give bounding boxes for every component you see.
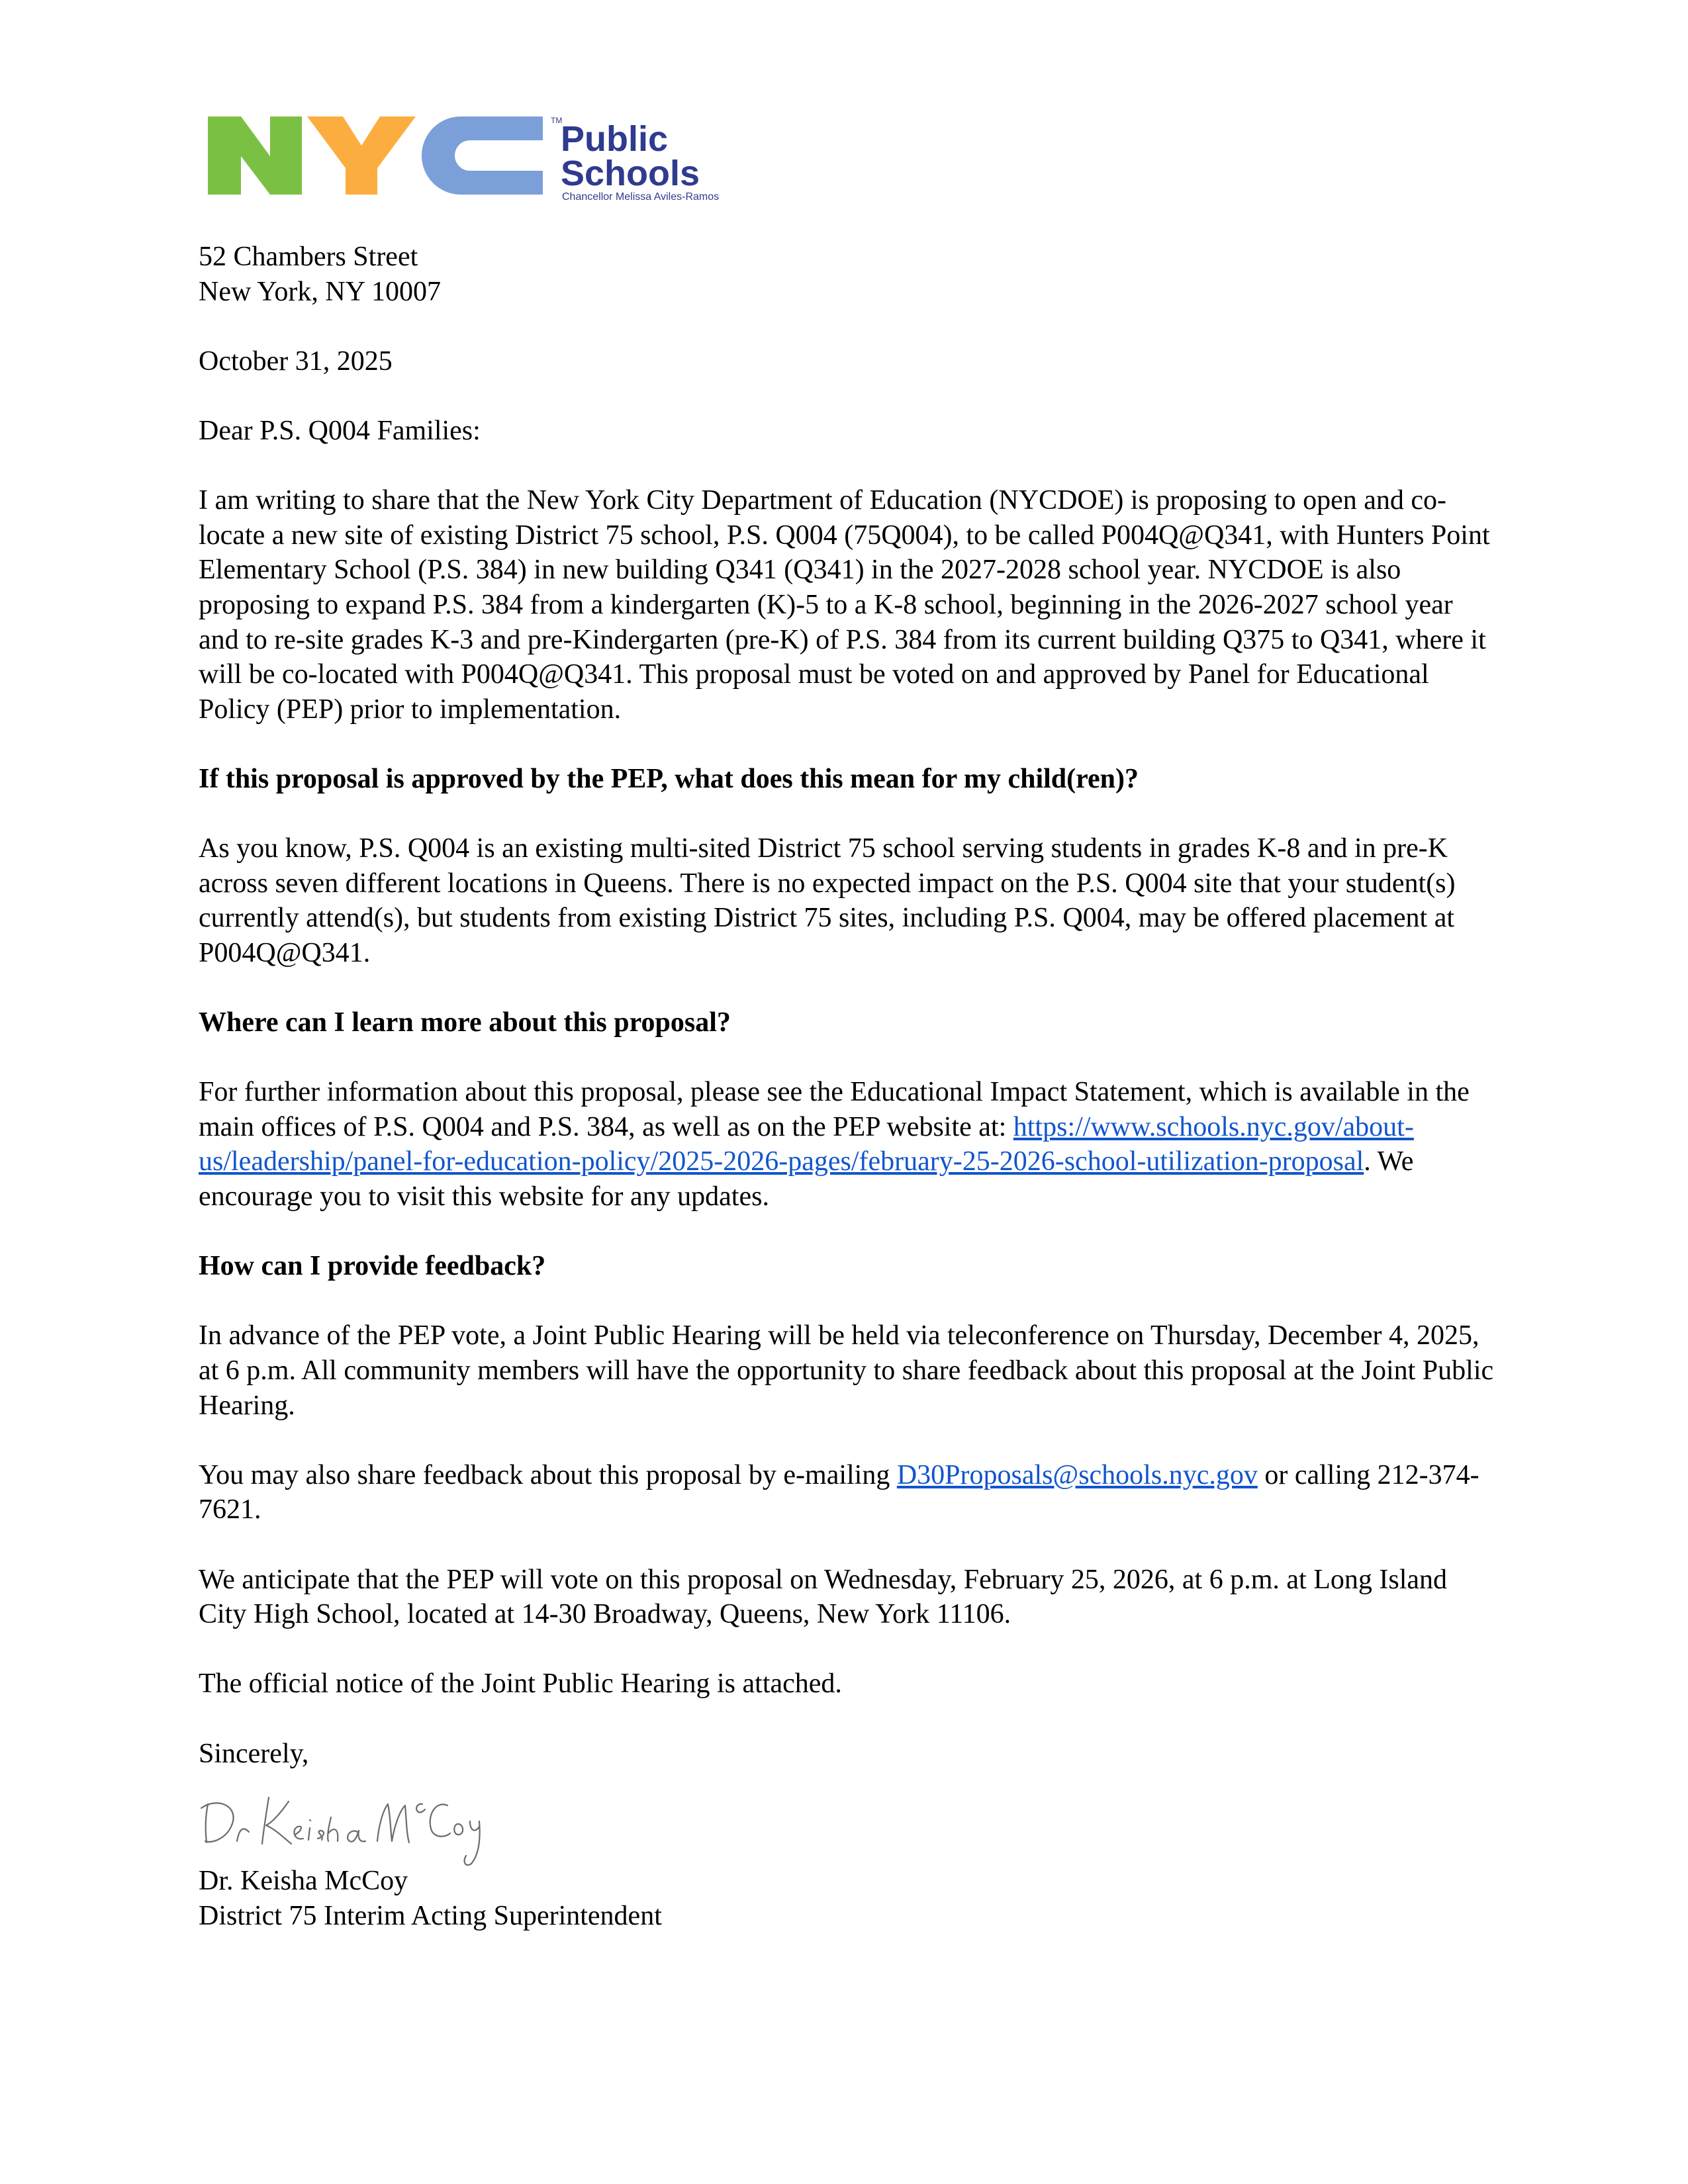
salutation: Dear P.S. Q004 Families: <box>199 415 481 446</box>
nyc-public-schools-logo <box>207 111 720 203</box>
feedback-email-link[interactable]: D30Proposals@schools.nyc.gov <box>896 1459 1258 1490</box>
learn-more-paragraph: For further information about this proposal, please see the Educational Impact Statement, which is available in the main offices of P.S. Q004 and P.S. 384, as well as on the PEP website at: https://www.schools.nyc.gov/about-us/leadership/panel-for-education-policy/2025-2026-pages/february-25-2026-school-utilization-proposal. We encourage you to visit this website for any updates. <box>199 1077 1470 1212</box>
logo-schools: Schools <box>561 154 700 193</box>
logo-letter-y <box>307 116 416 195</box>
letter-body <box>199 240 1496 1933</box>
section-heading-learn-more: Where can I learn more about this proposal? <box>199 1007 731 1038</box>
signer-title: District 75 Interim Acting Superintendent <box>199 1900 662 1931</box>
address-city: New York, NY 10007 <box>199 276 441 307</box>
closing: Sincerely, <box>199 1738 309 1769</box>
hearing-paragraph: In advance of the PEP vote, a Joint Public Hearing will be held via teleconference on Thursday, December 4, 2025, at 6 p.m. All community members will have the opportunity to share feedback about this proposal at the Joint Public Hearing. <box>199 1320 1494 1421</box>
notice-paragraph: The official notice of the Joint Public Hearing is attached. <box>199 1668 842 1700</box>
letter-date: October 31, 2025 <box>199 345 393 377</box>
logo-public: Public <box>561 119 669 159</box>
intro-paragraph: I am writing to share that the New York City Department of Education (NYCDOE) is proposing to open and co-locate a new site of existing District 75 school, P.S. Q004 (75Q004), to be called P004Q@Q341, with Hunters Point Elementary School (P.S. 384) in new building Q341 (Q341) in the 2027-2028 school year. NYCDOE is also proposing to expand P.S. 384 from a kindergarten (K)-5 to a K-8 school, beginning in the 2026-2027 school year and to re-site grades K-3 and pre-Kindergarten (pre-K) of P.S. 384 from its current building Q375 to Q341, where it will be co-located with P004Q@Q341. This proposal must be voted on and approved by Panel for Educational Policy (PEP) prior to implementation. <box>199 485 1490 725</box>
section-heading-feedback: How can I provide feedback? <box>199 1251 546 1282</box>
logo-chancellor: Chancellor Melissa Aviles-Ramos <box>562 191 720 203</box>
nyc-logo-graphic <box>207 111 720 203</box>
section-heading-impact: If this proposal is approved by the PEP, what does this mean for my child(ren)? <box>199 763 1139 794</box>
vote-paragraph: We anticipate that the PEP will vote on this proposal on Wednesday, February 25, 2026, at 6 p.m. at Long Island City High School, located at 14-30 Broadway, Queens, New York 11106. <box>199 1564 1448 1630</box>
email-paragraph: You may also share feedback about this proposal by e-mailing D30Proposals@schools.nyc.gov or calling 212-374-7621. <box>199 1459 1479 1525</box>
impact-paragraph: As you know, P.S. Q004 is an existing multi-sited District 75 school serving students in grades K-8 and in pre-K across seven different locations in Queens. There is no expected impact on the P.S. Q004 site that your student(s) currently attend(s), but students from existing District 75 sites, including P.S. Q004, may be offered placement at P004Q@Q341. <box>199 833 1456 968</box>
handwritten-signature <box>199 1771 1496 1864</box>
logo-letter-c <box>422 116 543 195</box>
address-street: 52 Chambers Street <box>199 242 418 272</box>
signature-graphic <box>199 1778 503 1870</box>
signer-name: Dr. Keisha McCoy <box>199 1866 408 1897</box>
svg-text:TM: TM <box>551 116 563 125</box>
logo-letter-n <box>208 116 302 195</box>
pep-website-link[interactable]: https://www.schools.nyc.gov/about-us/leadership/panel-for-education-policy/2025-2026-pages/february-25-2026-school-utilization-proposal <box>199 1111 1414 1177</box>
